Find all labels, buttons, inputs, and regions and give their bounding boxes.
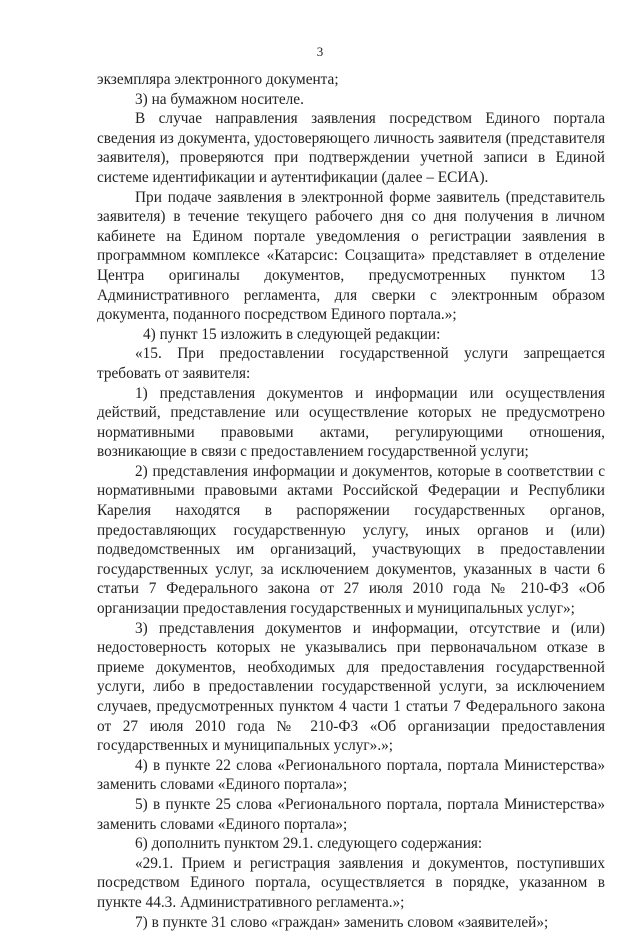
text-line: «15. При предоставлении государственной услуги запрещается bbox=[135, 345, 605, 363]
text-line: действий, представление или осуществление которых не предусмотрено bbox=[97, 404, 605, 422]
text-line: возникающие в связи с предоставлением государственной услуги; bbox=[97, 443, 529, 461]
text-line: экземпляра электронного документа; bbox=[97, 71, 339, 88]
text-line: нормативными правовыми актами, регулирующими отношения, bbox=[97, 423, 605, 441]
text-line: государственных и муниципальных услуг».»; bbox=[97, 737, 394, 755]
text-line: сведения из документа, удостоверяющего личность заявителя (представителя bbox=[97, 129, 605, 147]
text-line: заменить словами «Единого портала»; bbox=[97, 776, 348, 794]
text-line: пункте 44.3. Административного регламента.»; bbox=[97, 893, 405, 911]
text-line: 4) в пункте 22 слова «Регионального портала, портала Министерства» bbox=[135, 756, 605, 774]
text-line: 3) на бумажном носителе. bbox=[135, 90, 304, 108]
text-line: Административного регламента, для сверки с электронным образом bbox=[97, 286, 605, 304]
text-line: недостоверность которых не указывались при первоначальном отказе в bbox=[97, 639, 605, 657]
text-line: подведомственных им организаций, участвующих в предоставлении bbox=[97, 541, 605, 559]
text-line: 1) представления документов и информации или осуществления bbox=[135, 384, 605, 402]
text-line: государственных услуг, за исключением документов, указанных в части 6 bbox=[97, 560, 605, 578]
text-line: услуги, либо в предоставлении государственной услуги, за исключением bbox=[97, 678, 605, 696]
text-line: от 27 июля 2010 года № 210-ФЗ «Об организации предоставления bbox=[97, 717, 605, 735]
text-line: заменить словами «Единого портала»; bbox=[97, 815, 348, 833]
text-line: заявителя), проверяются при подтверждении учетной записи в Единой bbox=[97, 149, 605, 167]
text-line: посредством Единого портала, осуществляется в порядке, указанном в bbox=[97, 874, 605, 892]
text-line: предоставляющих государственную услугу, иных органов и (или) bbox=[97, 521, 605, 539]
text-line: 6) дополнить пунктом 29.1. следующего содержания: bbox=[135, 835, 483, 853]
text-line: 2) представления информации и документов, которые в соответствии с bbox=[135, 462, 605, 480]
text-line: документа, поданного посредством Единого портала.»; bbox=[97, 306, 457, 324]
text-line: программном комплексе «Катарсис: Соцзащита» представляет в отделение bbox=[97, 247, 605, 265]
text-line: системе идентификации и аутентификации (далее – ЕСИА). bbox=[97, 168, 489, 186]
text-line: 3) представления документов и информации, отсутствие и (или) bbox=[135, 619, 605, 637]
text-line: В случае направления заявления посредством Единого портала bbox=[135, 110, 605, 128]
text-line: приеме документов, необходимых для предоставления государственной bbox=[97, 658, 605, 676]
text-line: заявителя) в течение текущего рабочего дня со дня получения в личном bbox=[97, 208, 605, 226]
text-line: случаев, предусмотренных пунктом 4 части 1 статьи 7 Федерального закона bbox=[97, 698, 605, 715]
text-line: 4) пункт 15 изложить в следующей редакции: bbox=[143, 325, 441, 343]
page-number: 3 bbox=[316, 44, 324, 59]
text-line: Центра оригиналы документов, предусмотренных пунктом 13 bbox=[97, 266, 605, 284]
text-line: кабинете на Едином портале уведомления о регистрации заявления в bbox=[97, 227, 605, 245]
text-line: При подаче заявления в электронной форме заявитель (представитель bbox=[135, 188, 605, 206]
text-line: требовать от заявителя: bbox=[97, 364, 251, 382]
text-line: 5) в пункте 25 слова «Регионального портала, портала Министерства» bbox=[135, 795, 605, 813]
text-line: Карелия находятся в распоряжении государственных органов, bbox=[97, 502, 605, 520]
text-line: нормативными правовыми актами Российской Федерации и Республики bbox=[97, 482, 605, 500]
document-body bbox=[97, 70, 605, 932]
text-line: «29.1. Прием и регистрация заявления и документов, поступивших bbox=[135, 854, 605, 872]
text-line: организации предоставления государственных и муниципальных услуг»; bbox=[97, 600, 575, 618]
text-line: 7) в пункте 31 слово «граждан» заменить словом «заявителей»; bbox=[135, 913, 549, 931]
text-line: статьи 7 Федерального закона от 27 июля 2010 года № 210-ФЗ «Об bbox=[97, 580, 605, 598]
